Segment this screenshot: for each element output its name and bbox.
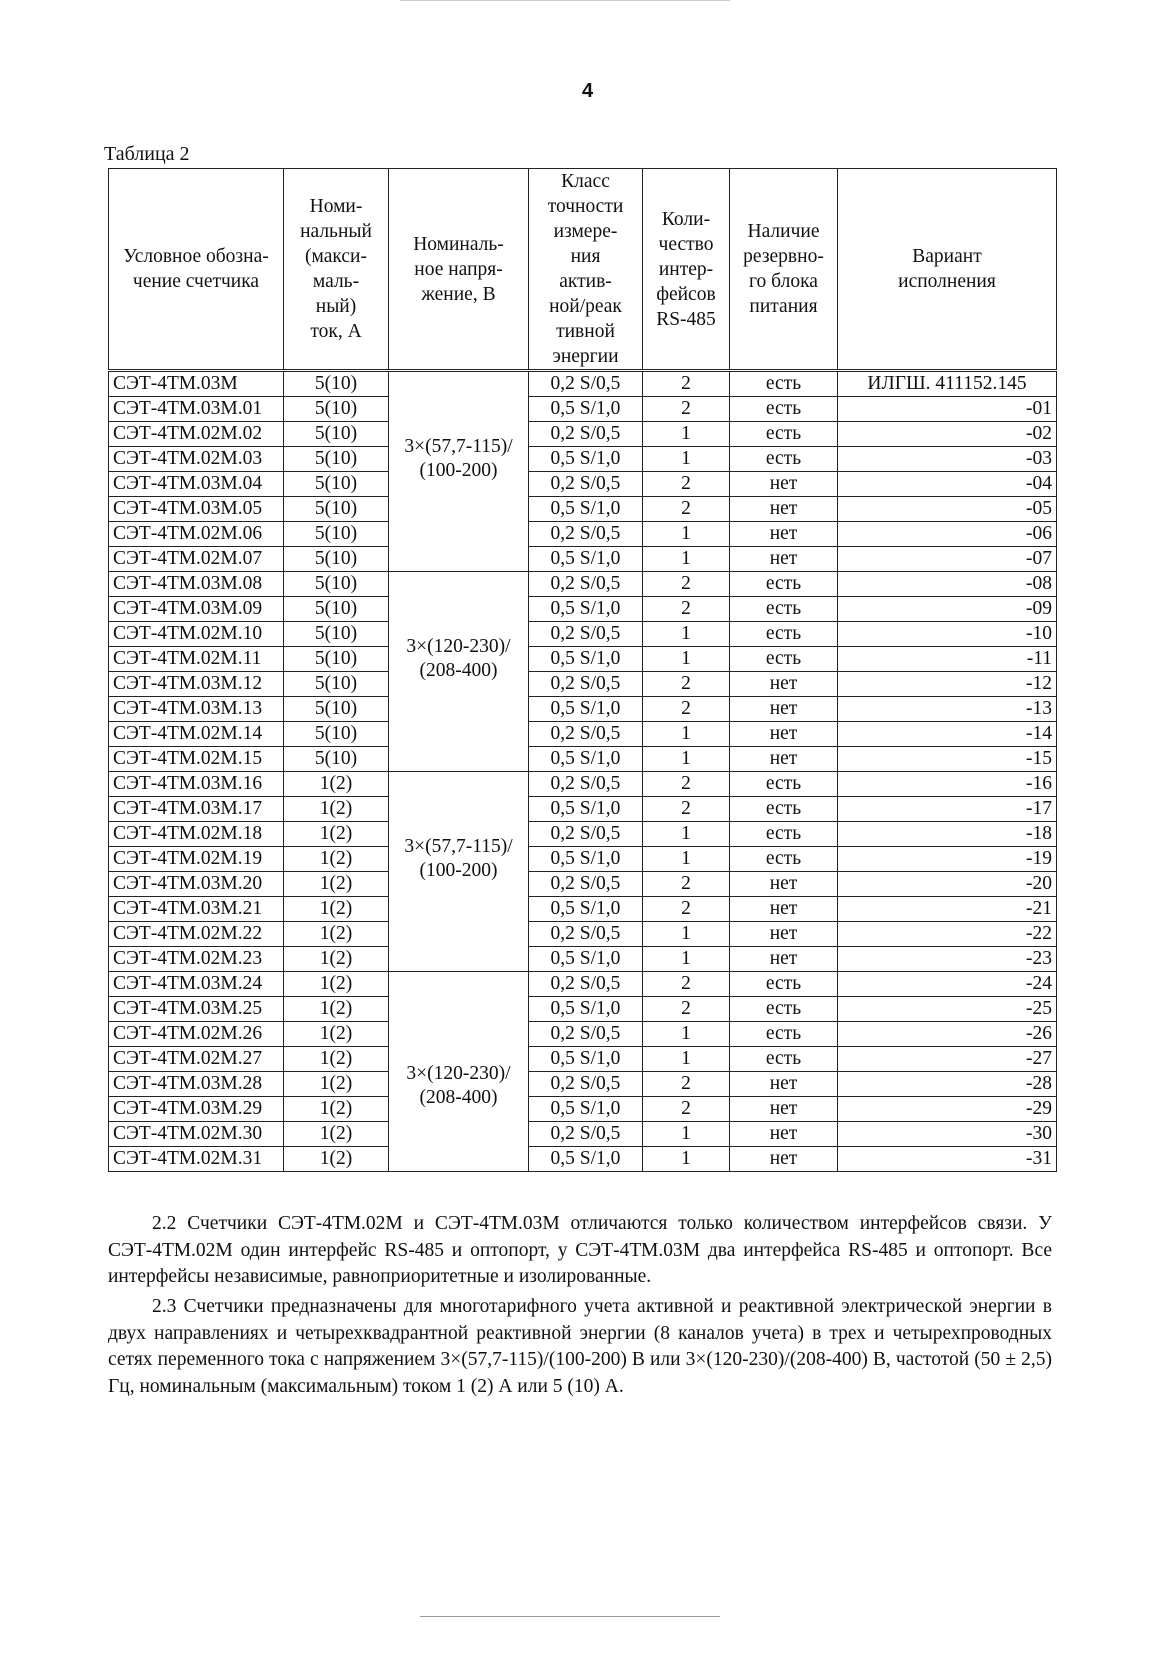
cell-rs485-count: 2 xyxy=(643,1097,730,1122)
cell-designation: СЭТ-4ТМ.03М.05 xyxy=(109,497,284,522)
cell-variant: -30 xyxy=(838,1122,1057,1147)
cell-designation: СЭТ-4ТМ.02М.23 xyxy=(109,947,284,972)
scan-artifact-top xyxy=(400,0,730,1)
cell-variant: -25 xyxy=(838,997,1057,1022)
cell-rs485-count: 1 xyxy=(643,747,730,772)
cell-variant: -19 xyxy=(838,847,1057,872)
table-row xyxy=(109,972,1057,997)
cell-current: 1(2) xyxy=(284,897,389,922)
cell-variant: -06 xyxy=(838,522,1057,547)
cell-backup-power: нет xyxy=(730,897,838,922)
cell-rs485-count: 1 xyxy=(643,822,730,847)
cell-rs485-count: 2 xyxy=(643,972,730,997)
cell-rs485-count: 1 xyxy=(643,1047,730,1072)
cell-designation: СЭТ-4ТМ.03М.13 xyxy=(109,697,284,722)
cell-accuracy: 0,5 S/1,0 xyxy=(529,847,643,872)
voltage-line-1: 3×(120-230)/ xyxy=(406,635,511,657)
cell-variant: -04 xyxy=(838,472,1057,497)
voltage-line-2: (208-400) xyxy=(419,659,498,681)
cell-backup-power: нет xyxy=(730,522,838,547)
cell-rs485-count: 1 xyxy=(643,722,730,747)
cell-variant: -09 xyxy=(838,597,1057,622)
table-row xyxy=(109,397,1057,422)
cell-designation: СЭТ-4ТМ.02М.27 xyxy=(109,1047,284,1072)
cell-backup-power: есть xyxy=(730,772,838,797)
cell-accuracy: 0,2 S/0,5 xyxy=(529,522,643,547)
cell-current: 5(10) xyxy=(284,572,389,597)
cell-backup-power: есть xyxy=(730,597,838,622)
cell-current: 5(10) xyxy=(284,747,389,772)
cell-current: 5(10) xyxy=(284,371,389,397)
voltage-line-1: 3×(120-230)/ xyxy=(406,1062,511,1084)
header-current: Номи- нальный (макси- маль- ный) ток, А xyxy=(284,169,389,371)
cell-backup-power: нет xyxy=(730,697,838,722)
cell-accuracy: 0,2 S/0,5 xyxy=(529,922,643,947)
cell-current: 5(10) xyxy=(284,672,389,697)
cell-variant: -24 xyxy=(838,972,1057,997)
table-row xyxy=(109,847,1057,872)
cell-rs485-count: 1 xyxy=(643,1122,730,1147)
table-row xyxy=(109,1072,1057,1097)
cell-accuracy: 0,2 S/0,5 xyxy=(529,472,643,497)
cell-backup-power: есть xyxy=(730,847,838,872)
cell-rs485-count: 2 xyxy=(643,997,730,1022)
cell-variant: -10 xyxy=(838,622,1057,647)
cell-current: 1(2) xyxy=(284,822,389,847)
table-row xyxy=(109,1097,1057,1122)
cell-designation: СЭТ-4ТМ.02М.10 xyxy=(109,622,284,647)
cell-voltage-group xyxy=(389,572,529,772)
cell-variant: -23 xyxy=(838,947,1057,972)
cell-backup-power: нет xyxy=(730,947,838,972)
table-row xyxy=(109,697,1057,722)
voltage-line-2: (100-200) xyxy=(419,859,498,881)
cell-variant: -01 xyxy=(838,397,1057,422)
cell-variant: -15 xyxy=(838,747,1057,772)
cell-designation: СЭТ-4ТМ.03М.01 xyxy=(109,397,284,422)
cell-designation: СЭТ-4ТМ.03М.16 xyxy=(109,772,284,797)
cell-designation: СЭТ-4ТМ.02М.03 xyxy=(109,447,284,472)
table-row xyxy=(109,472,1057,497)
cell-designation: СЭТ-4ТМ.03М.08 xyxy=(109,572,284,597)
cell-current: 1(2) xyxy=(284,1047,389,1072)
cell-designation: СЭТ-4ТМ.03М.09 xyxy=(109,597,284,622)
cell-accuracy: 0,5 S/1,0 xyxy=(529,947,643,972)
cell-designation: СЭТ-4ТМ.02М.15 xyxy=(109,747,284,772)
table-row xyxy=(109,547,1057,572)
cell-variant: -05 xyxy=(838,497,1057,522)
cell-accuracy: 0,2 S/0,5 xyxy=(529,672,643,697)
cell-rs485-count: 2 xyxy=(643,897,730,922)
cell-rs485-count: 1 xyxy=(643,622,730,647)
cell-backup-power: нет xyxy=(730,1122,838,1147)
cell-designation: СЭТ-4ТМ.02М.26 xyxy=(109,1022,284,1047)
cell-rs485-count: 2 xyxy=(643,1072,730,1097)
cell-accuracy: 0,2 S/0,5 xyxy=(529,772,643,797)
cell-designation: СЭТ-4ТМ.02М.02 xyxy=(109,422,284,447)
cell-variant: -08 xyxy=(838,572,1057,597)
cell-current: 5(10) xyxy=(284,547,389,572)
cell-variant: -21 xyxy=(838,897,1057,922)
cell-current: 1(2) xyxy=(284,1097,389,1122)
table-row xyxy=(109,597,1057,622)
cell-current: 5(10) xyxy=(284,472,389,497)
cell-rs485-count: 2 xyxy=(643,472,730,497)
table-row xyxy=(109,1022,1057,1047)
cell-rs485-count: 1 xyxy=(643,547,730,572)
cell-variant: -22 xyxy=(838,922,1057,947)
cell-voltage-group xyxy=(389,371,529,572)
voltage-line-1: 3×(57,7-115)/ xyxy=(404,835,513,857)
cell-current: 1(2) xyxy=(284,797,389,822)
cell-current: 5(10) xyxy=(284,622,389,647)
table-row xyxy=(109,572,1057,597)
cell-backup-power: нет xyxy=(730,472,838,497)
cell-rs485-count: 1 xyxy=(643,847,730,872)
cell-current: 1(2) xyxy=(284,1072,389,1097)
cell-backup-power: есть xyxy=(730,622,838,647)
voltage-line-2: (208-400) xyxy=(419,1086,498,1108)
cell-accuracy: 0,5 S/1,0 xyxy=(529,1097,643,1122)
cell-backup-power: есть xyxy=(730,397,838,422)
cell-current: 5(10) xyxy=(284,722,389,747)
cell-backup-power: есть xyxy=(730,1022,838,1047)
cell-designation: СЭТ-4ТМ.02М.11 xyxy=(109,647,284,672)
cell-accuracy: 0,2 S/0,5 xyxy=(529,622,643,647)
paragraph-2-2: 2.2 Счетчики СЭТ-4ТМ.02М и СЭТ-4ТМ.03М отличаются только количеством интерфейсов связи. У СЭТ-4ТМ.02М один интерфейс RS-485 и оптопорт, у СЭТ-4ТМ.03М два интерфейса RS-485 и оптопорт. Все интерфейсы независимые, равноприоритетные и изолированные. xyxy=(108,1213,1052,1287)
cell-current: 5(10) xyxy=(284,522,389,547)
cell-rs485-count: 1 xyxy=(643,422,730,447)
cell-current: 5(10) xyxy=(284,497,389,522)
cell-current: 5(10) xyxy=(284,447,389,472)
cell-rs485-count: 2 xyxy=(643,397,730,422)
header-accuracy: Класс точности измере- ния актив- ной/реак тивной энергии xyxy=(529,169,643,371)
table-row xyxy=(109,497,1057,522)
cell-designation: СЭТ-4ТМ.02М.19 xyxy=(109,847,284,872)
cell-accuracy: 0,2 S/0,5 xyxy=(529,371,643,397)
cell-rs485-count: 1 xyxy=(643,922,730,947)
cell-designation: СЭТ-4ТМ.02М.07 xyxy=(109,547,284,572)
cell-voltage-group xyxy=(389,972,529,1172)
cell-designation: СЭТ-4ТМ.03М.24 xyxy=(109,972,284,997)
table-body xyxy=(109,371,1057,1172)
cell-current: 5(10) xyxy=(284,697,389,722)
cell-variant: -03 xyxy=(838,447,1057,472)
cell-variant: -18 xyxy=(838,822,1057,847)
cell-accuracy: 0,2 S/0,5 xyxy=(529,422,643,447)
cell-backup-power: есть xyxy=(730,972,838,997)
cell-designation: СЭТ-4ТМ.02М.31 xyxy=(109,1147,284,1172)
cell-accuracy: 0,5 S/1,0 xyxy=(529,647,643,672)
cell-current: 1(2) xyxy=(284,1022,389,1047)
table-row xyxy=(109,922,1057,947)
cell-accuracy: 0,5 S/1,0 xyxy=(529,1147,643,1172)
cell-designation: СЭТ-4ТМ.03М.28 xyxy=(109,1072,284,1097)
cell-designation: СЭТ-4ТМ.03М.12 xyxy=(109,672,284,697)
cell-current: 1(2) xyxy=(284,972,389,997)
cell-designation: СЭТ-4ТМ.03М.29 xyxy=(109,1097,284,1122)
header-rs485: Коли- чество интер- фейсов RS-485 xyxy=(643,169,730,371)
cell-backup-power: есть xyxy=(730,797,838,822)
table-row xyxy=(109,947,1057,972)
page-number: 4 xyxy=(581,80,594,102)
cell-backup-power: нет xyxy=(730,1072,838,1097)
table-row xyxy=(109,647,1057,672)
cell-backup-power: есть xyxy=(730,647,838,672)
cell-variant: -02 xyxy=(838,422,1057,447)
cell-variant: -31 xyxy=(838,1147,1057,1172)
cell-designation: СЭТ-4ТМ.02М.18 xyxy=(109,822,284,847)
cell-backup-power: есть xyxy=(730,572,838,597)
cell-current: 1(2) xyxy=(284,772,389,797)
cell-designation: СЭТ-4ТМ.03М xyxy=(109,371,284,397)
cell-backup-power: нет xyxy=(730,497,838,522)
cell-current: 1(2) xyxy=(284,1122,389,1147)
cell-rs485-count: 2 xyxy=(643,371,730,397)
cell-rs485-count: 2 xyxy=(643,772,730,797)
cell-backup-power: нет xyxy=(730,747,838,772)
cell-accuracy: 0,5 S/1,0 xyxy=(529,897,643,922)
header-variant: Вариант исполнения xyxy=(838,169,1057,371)
cell-accuracy: 0,5 S/1,0 xyxy=(529,597,643,622)
cell-variant: -17 xyxy=(838,797,1057,822)
scan-artifact-bottom xyxy=(420,1616,720,1617)
cell-variant: -13 xyxy=(838,697,1057,722)
cell-variant: -07 xyxy=(838,547,1057,572)
cell-accuracy: 0,2 S/0,5 xyxy=(529,1122,643,1147)
cell-voltage-group xyxy=(389,772,529,972)
cell-variant: -28 xyxy=(838,1072,1057,1097)
cell-current: 1(2) xyxy=(284,847,389,872)
cell-designation: СЭТ-4ТМ.03М.21 xyxy=(109,897,284,922)
table-row xyxy=(109,722,1057,747)
cell-rs485-count: 2 xyxy=(643,672,730,697)
cell-current: 5(10) xyxy=(284,597,389,622)
cell-accuracy: 0,5 S/1,0 xyxy=(529,997,643,1022)
cell-designation: СЭТ-4ТМ.03М.25 xyxy=(109,997,284,1022)
cell-backup-power: есть xyxy=(730,447,838,472)
voltage-line-1: 3×(57,7-115)/ xyxy=(404,435,513,457)
header-backup-power: Наличие резервно- го блока питания xyxy=(730,169,838,371)
cell-current: 5(10) xyxy=(284,647,389,672)
table-row xyxy=(109,447,1057,472)
paragraph-2-3: 2.3 Счетчики предназначены для многотарифного учета активной и реактивной электрической энергии в двух направлениях и четырехквадрантной реактивной энергии (8 каналов учета) в трех и четырехпроводных сетях переменного тока с напряжением 3×(57,7-115)/(100-200) В или 3×(120-230)/(208-400) В, частотой (50 ± 2,5) Гц, номинальным (максимальным) током 1 (2) А или 5 (10) А. xyxy=(108,1296,1052,1397)
cell-variant: -14 xyxy=(838,722,1057,747)
cell-current: 1(2) xyxy=(284,1147,389,1172)
cell-rs485-count: 1 xyxy=(643,947,730,972)
voltage-line-2: (100-200) xyxy=(419,459,498,481)
table-row xyxy=(109,1047,1057,1072)
table-row xyxy=(109,822,1057,847)
cell-rs485-count: 1 xyxy=(643,1147,730,1172)
cell-backup-power: нет xyxy=(730,722,838,747)
cell-backup-power: нет xyxy=(730,1097,838,1122)
cell-accuracy: 0,5 S/1,0 xyxy=(529,447,643,472)
cell-rs485-count: 2 xyxy=(643,597,730,622)
cell-variant: -12 xyxy=(838,672,1057,697)
cell-accuracy: 0,2 S/0,5 xyxy=(529,972,643,997)
header-voltage: Номиналь- ное напря- жение, В xyxy=(389,169,529,371)
cell-accuracy: 0,2 S/0,5 xyxy=(529,822,643,847)
cell-designation: СЭТ-4ТМ.03М.20 xyxy=(109,872,284,897)
cell-accuracy: 0,2 S/0,5 xyxy=(529,572,643,597)
cell-designation: СЭТ-4ТМ.02М.22 xyxy=(109,922,284,947)
cell-backup-power: есть xyxy=(730,997,838,1022)
table-row xyxy=(109,897,1057,922)
cell-accuracy: 0,5 S/1,0 xyxy=(529,1047,643,1072)
cell-designation: СЭТ-4ТМ.02М.30 xyxy=(109,1122,284,1147)
cell-backup-power: есть xyxy=(730,1047,838,1072)
header-designation: Условное обозна- чение счетчика xyxy=(109,169,284,371)
table-row xyxy=(109,522,1057,547)
cell-designation: СЭТ-4ТМ.02М.06 xyxy=(109,522,284,547)
cell-backup-power: есть xyxy=(730,422,838,447)
cell-accuracy: 0,5 S/1,0 xyxy=(529,397,643,422)
cell-designation: СЭТ-4ТМ.02М.14 xyxy=(109,722,284,747)
cell-variant: -29 xyxy=(838,1097,1057,1122)
cell-rs485-count: 1 xyxy=(643,1022,730,1047)
cell-backup-power: нет xyxy=(730,1147,838,1172)
table-caption: Таблица 2 xyxy=(104,143,190,165)
cell-rs485-count: 2 xyxy=(643,497,730,522)
cell-variant: -16 xyxy=(838,772,1057,797)
table-row xyxy=(109,997,1057,1022)
cell-current: 1(2) xyxy=(284,872,389,897)
cell-designation: СЭТ-4ТМ.03М.17 xyxy=(109,797,284,822)
cell-rs485-count: 2 xyxy=(643,797,730,822)
cell-variant: -11 xyxy=(838,647,1057,672)
table-row xyxy=(109,622,1057,647)
cell-accuracy: 0,5 S/1,0 xyxy=(529,797,643,822)
cell-backup-power: нет xyxy=(730,872,838,897)
table-row xyxy=(109,371,1057,397)
cell-rs485-count: 2 xyxy=(643,572,730,597)
cell-variant: -27 xyxy=(838,1047,1057,1072)
table-row xyxy=(109,1147,1057,1172)
cell-designation: СЭТ-4ТМ.03М.04 xyxy=(109,472,284,497)
cell-current: 1(2) xyxy=(284,922,389,947)
table-row xyxy=(109,797,1057,822)
cell-variant: -26 xyxy=(838,1022,1057,1047)
cell-backup-power: есть xyxy=(730,371,838,397)
cell-backup-power: есть xyxy=(730,822,838,847)
cell-current: 1(2) xyxy=(284,997,389,1022)
cell-accuracy: 0,5 S/1,0 xyxy=(529,697,643,722)
meter-variants-table xyxy=(108,168,1057,1172)
cell-accuracy: 0,2 S/0,5 xyxy=(529,722,643,747)
cell-accuracy: 0,5 S/1,0 xyxy=(529,497,643,522)
cell-variant: -20 xyxy=(838,872,1057,897)
cell-backup-power: нет xyxy=(730,922,838,947)
table-row xyxy=(109,1122,1057,1147)
table-header-row xyxy=(109,169,1057,371)
cell-rs485-count: 1 xyxy=(643,447,730,472)
cell-variant: ИЛГШ. 411152.145 xyxy=(838,371,1057,397)
cell-rs485-count: 2 xyxy=(643,697,730,722)
cell-rs485-count: 2 xyxy=(643,872,730,897)
cell-accuracy: 0,2 S/0,5 xyxy=(529,1022,643,1047)
cell-backup-power: нет xyxy=(730,547,838,572)
table-row xyxy=(109,872,1057,897)
table-row xyxy=(109,672,1057,697)
cell-backup-power: нет xyxy=(730,672,838,697)
cell-accuracy: 0,2 S/0,5 xyxy=(529,1072,643,1097)
cell-current: 5(10) xyxy=(284,397,389,422)
cell-rs485-count: 1 xyxy=(643,647,730,672)
table-row xyxy=(109,747,1057,772)
table-row xyxy=(109,772,1057,797)
cell-current: 5(10) xyxy=(284,422,389,447)
cell-current: 1(2) xyxy=(284,947,389,972)
cell-accuracy: 0,5 S/1,0 xyxy=(529,747,643,772)
table-row xyxy=(109,422,1057,447)
cell-accuracy: 0,2 S/0,5 xyxy=(529,872,643,897)
cell-accuracy: 0,5 S/1,0 xyxy=(529,547,643,572)
cell-rs485-count: 1 xyxy=(643,522,730,547)
